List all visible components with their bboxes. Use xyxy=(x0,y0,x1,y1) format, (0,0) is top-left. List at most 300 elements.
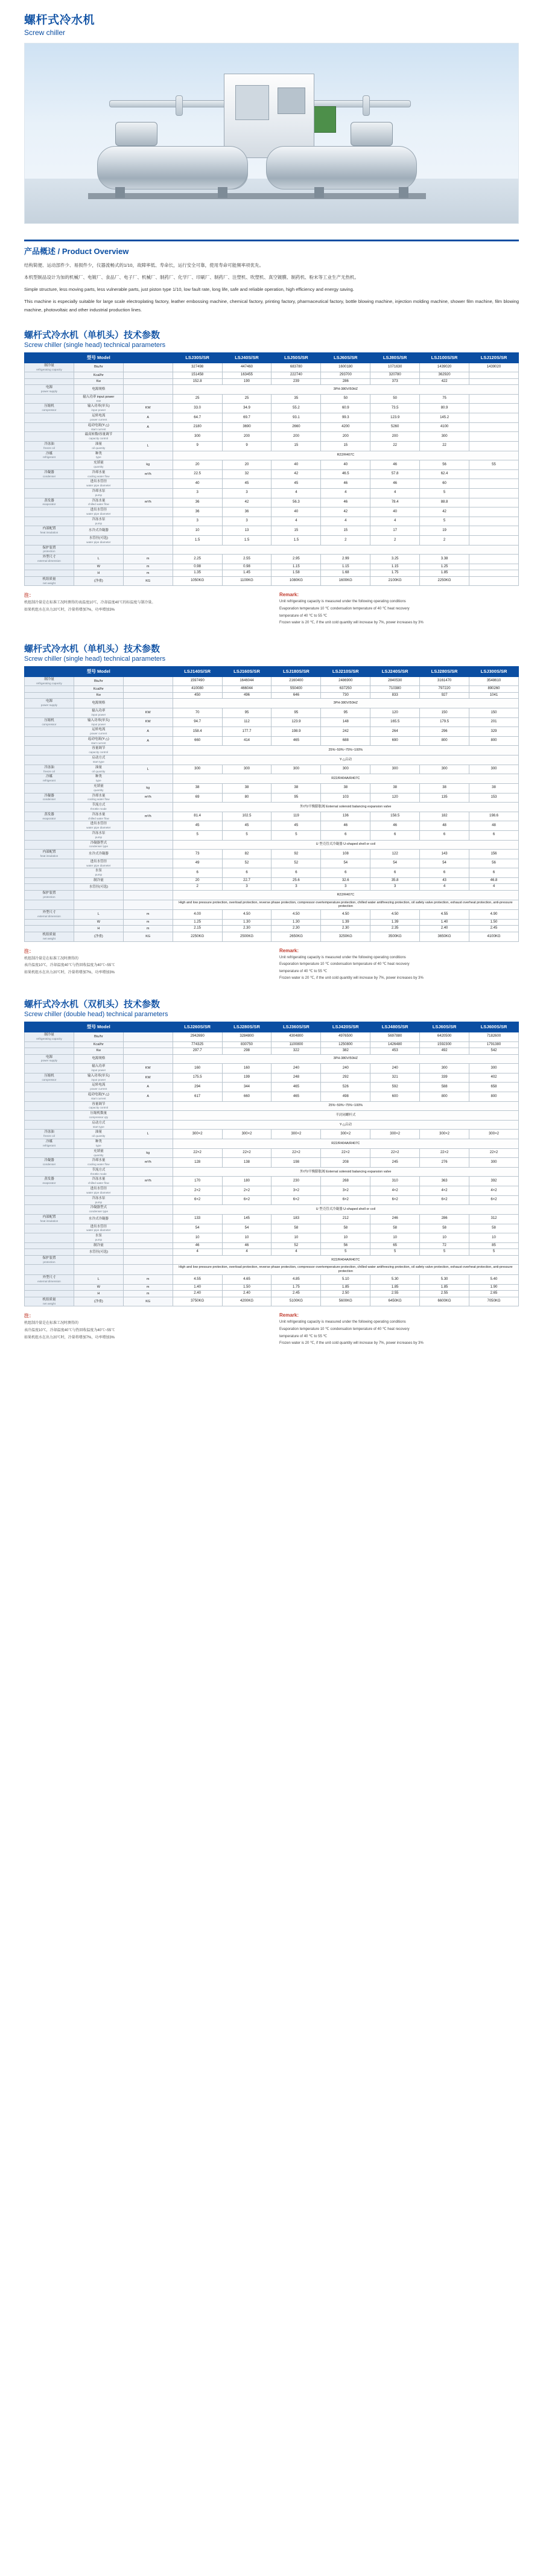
table-notes xyxy=(24,948,519,983)
row-unit xyxy=(123,676,173,686)
cell-value: 1.85 xyxy=(420,1284,469,1291)
row-item-label-cn: 运转电流 xyxy=(92,414,106,418)
row-item-label xyxy=(74,1092,123,1101)
row-item-label-cn: 输入功率 xyxy=(92,1064,106,1069)
row-item-label xyxy=(74,1073,123,1083)
row-group-label-cn: 冷冻油 xyxy=(44,442,54,446)
row-item-label-en: start current xyxy=(91,1096,106,1100)
table-row xyxy=(25,555,519,564)
row-unit xyxy=(123,830,173,840)
cell-value: 2×2 xyxy=(222,1186,272,1196)
row-item-label-cn: W xyxy=(97,920,100,924)
row-item-label-en: input power xyxy=(91,722,106,726)
row-group-label-cn: 冷媒 xyxy=(45,775,52,779)
cell-value: 112 xyxy=(222,717,272,727)
table-row xyxy=(25,1120,519,1130)
evaporator-vessel-left xyxy=(97,146,248,189)
row-group-label xyxy=(25,1158,74,1168)
row-group-label-en: protection xyxy=(43,1260,56,1264)
table-row xyxy=(25,699,519,708)
row-group-label-cn: 电源 xyxy=(45,699,52,704)
table-row xyxy=(25,422,519,432)
row-unit xyxy=(123,363,173,372)
cell-value xyxy=(469,394,519,404)
cell-value: 2 xyxy=(370,535,420,545)
table-row xyxy=(25,1275,519,1285)
cell-value: 5 xyxy=(370,1249,420,1256)
cell-value: 36 xyxy=(173,507,222,517)
table-row xyxy=(25,1195,519,1205)
cell-value: 38 xyxy=(272,783,321,793)
cell-value: 122 xyxy=(370,850,420,859)
row-group-label-cn: 机组质量 xyxy=(42,1297,56,1302)
row-unit: kg xyxy=(123,783,173,793)
cell-value: 58 xyxy=(420,1224,469,1233)
table-row xyxy=(25,793,519,803)
cell-value: 10 xyxy=(173,1233,222,1243)
cell-value: 3 xyxy=(370,884,420,891)
row-item-label-en: cooling water flow xyxy=(87,1163,110,1166)
cell-value: 40 xyxy=(272,460,321,470)
row-item-label xyxy=(74,526,123,536)
cell-value: 170 xyxy=(173,1177,222,1186)
row-unit xyxy=(123,868,173,878)
row-group-label xyxy=(25,555,74,564)
notes-cn xyxy=(24,592,264,627)
cell-value: 2 xyxy=(321,535,370,545)
cell-value: 2.55 xyxy=(222,555,272,564)
cell-value: 160 xyxy=(222,1064,272,1073)
row-group-label-cn: 制冷量 xyxy=(44,1032,54,1037)
row-item-label-cn: 充填量 xyxy=(94,784,104,788)
cell-value: 392 xyxy=(469,1177,519,1186)
cell-value: 300×2 xyxy=(272,1130,321,1139)
row-merged-value: U 型壳管式冷凝器 U-shaped shell or coil xyxy=(173,1205,518,1215)
cell-value: 3 xyxy=(173,488,222,498)
row-item-label-cn: 进出水管径 xyxy=(90,480,107,484)
cell-value: 833 xyxy=(370,692,420,699)
cell-value: 119 xyxy=(272,812,321,821)
row-group-label xyxy=(25,919,74,926)
cell-value: 158.4 xyxy=(173,727,222,737)
row-merged-value: 25%~50%~75%~100% xyxy=(173,746,518,755)
row-item-label-cn: 水冷式冷凝器 xyxy=(88,1216,109,1221)
cell-value: 2180 xyxy=(173,422,222,432)
row-unit: A xyxy=(123,422,173,432)
row-unit: m xyxy=(123,555,173,564)
row-item-label xyxy=(74,1233,123,1243)
cell-value: 1791380 xyxy=(469,1042,519,1048)
cell-value: 158.5 xyxy=(370,812,420,821)
row-item-label-cn: 水冷式冷凝器 xyxy=(88,529,109,533)
cell-value: 5100KG xyxy=(272,1297,321,1306)
table-notes xyxy=(24,592,519,627)
row-group-label-cn: 冷媒 xyxy=(45,451,52,456)
row-group-label-cn: 压缩机 xyxy=(44,1073,54,1078)
row-item-label-cn: 冷冻水量 xyxy=(92,1177,106,1181)
row-group-label-en: refrigerant xyxy=(42,779,56,783)
cell-value: 300 xyxy=(321,765,370,774)
table-row xyxy=(25,372,519,379)
cell-value xyxy=(469,479,519,489)
row-item-label xyxy=(74,363,123,372)
note-line: 机组制冷量是在标准工况时测得的表温度10℃，冷却温度40℃的标温度与制冷量。 xyxy=(24,601,156,605)
row-item-label-en: quantity xyxy=(94,465,104,468)
cell-value: 150 xyxy=(420,708,469,718)
cell-value: 57.8 xyxy=(370,469,420,479)
row-group-label xyxy=(25,736,74,746)
cell-value: 292 xyxy=(321,1073,370,1083)
table-row xyxy=(25,460,519,470)
row-unit xyxy=(123,1205,173,1215)
notes-cn-title: 注： xyxy=(24,593,34,599)
row-group-label xyxy=(25,1139,74,1149)
row-group-label xyxy=(25,422,74,432)
row-merged-value: 3PH-380V/50HZ xyxy=(173,1054,518,1064)
row-group-label-cn: 内部配置 xyxy=(42,527,56,531)
cell-value: 5.30 xyxy=(370,1275,420,1285)
row-group-label-en: freeze oil xyxy=(43,769,55,773)
cell-value: 6×2 xyxy=(173,1195,222,1205)
cell-value: 298 xyxy=(222,1048,272,1055)
cell-value: 22×2 xyxy=(321,1148,370,1158)
row-item-label-cn: 水管径(可选) xyxy=(89,885,108,889)
row-group-label-cn: 冷凝器 xyxy=(44,470,54,474)
cell-value: 212 xyxy=(321,1214,370,1224)
cell-value: 200 xyxy=(321,432,370,442)
row-unit: m xyxy=(123,919,173,926)
notes-cn-title: 注： xyxy=(24,1313,34,1319)
cell-value: 646 xyxy=(272,692,321,699)
cell-value: 4 xyxy=(272,517,321,526)
cell-value: 242 xyxy=(321,727,370,737)
cell-value: 10 xyxy=(321,1233,370,1243)
row-item-label xyxy=(74,1120,123,1130)
row-unit: m xyxy=(123,1275,173,1285)
cell-value: 1.25 xyxy=(173,919,222,926)
support-leg xyxy=(399,187,408,198)
table-row xyxy=(25,1111,519,1121)
notes-cn-title: 注： xyxy=(24,948,34,954)
cell-value: 3 xyxy=(222,488,272,498)
row-group-label-en: refrigerating capacity xyxy=(36,1037,62,1040)
row-item-label-cn: Kcal/hr xyxy=(93,1042,104,1046)
cell-value: 80.9 xyxy=(420,404,469,413)
cell-value: 40 xyxy=(321,460,370,470)
cell-value: 300 xyxy=(173,765,222,774)
cell-value: 3.38 xyxy=(420,555,469,564)
control-cabinet xyxy=(224,74,314,158)
row-item-label xyxy=(74,576,123,586)
row-item-label-cn: 冷却水量 xyxy=(92,470,106,474)
row-group-label xyxy=(25,676,74,686)
row-item-label xyxy=(74,507,123,517)
column-header-model-variant: LSJ300S/SR xyxy=(469,666,519,676)
cell-value: 56 xyxy=(321,1242,370,1249)
cell-value: 10 xyxy=(222,1233,272,1243)
row-group-label-en: protection xyxy=(43,550,56,553)
support-leg xyxy=(115,187,125,198)
row-merged-value: Y-△启动 xyxy=(173,755,518,765)
table-row xyxy=(25,1148,519,1158)
table-row xyxy=(25,812,519,821)
cell-value: 58 xyxy=(370,1224,420,1233)
row-item-label xyxy=(74,1186,123,1196)
cell-value: 49 xyxy=(173,859,222,868)
row-item-label-en: KW xyxy=(96,399,101,402)
row-item-label-cn: 进出水管径 xyxy=(90,1224,107,1229)
row-item-label-cn: 冷凝器型式 xyxy=(90,1206,107,1210)
cell-value: 300 xyxy=(420,765,469,774)
row-merged-value: U 型壳管式冷凝器 U-shaped shell or coil xyxy=(173,840,518,850)
cell-value: 95 xyxy=(272,708,321,718)
cell-value: 492 xyxy=(420,1048,469,1055)
row-item-label xyxy=(74,1111,123,1121)
note-line: Unit refrigerating capacity is measured under the following operating conditions xyxy=(279,1320,406,1325)
cell-value: 48 xyxy=(420,821,469,831)
row-item-label xyxy=(74,517,123,526)
row-item-label-cn: 输入功率(单头) xyxy=(87,1073,110,1078)
cell-value: 2.45 xyxy=(469,926,519,932)
cell-value: 183 xyxy=(272,1214,321,1224)
support-leg xyxy=(314,187,324,198)
cell-value: 1.15 xyxy=(321,564,370,570)
table-row xyxy=(25,570,519,577)
table-row xyxy=(25,686,519,693)
row-group-label-cn: 保护装置 xyxy=(42,1256,56,1260)
row-group-label xyxy=(25,372,74,379)
cell-value: 6×2 xyxy=(272,1195,321,1205)
row-group-label xyxy=(25,1224,74,1233)
cell-value: 1439020 xyxy=(469,363,519,372)
notes-en-body xyxy=(279,1320,519,1346)
cell-value: 6 xyxy=(469,830,519,840)
table-row xyxy=(25,1249,519,1256)
cell-value: 69 xyxy=(173,793,222,803)
cell-value: 6 xyxy=(420,830,469,840)
row-item-label xyxy=(74,1291,123,1297)
row-unit: A xyxy=(123,1092,173,1101)
row-item-label-en: power current xyxy=(90,418,107,421)
cell-value: 20 xyxy=(173,877,222,884)
cell-value: 163455 xyxy=(222,372,272,379)
cell-value: 2.40 xyxy=(173,1291,222,1297)
cell-value: 182 xyxy=(420,812,469,821)
cell-value: 151458 xyxy=(173,372,222,379)
row-item-label-en: input power xyxy=(91,713,106,716)
cell-value: 65 xyxy=(370,1242,420,1249)
row-group-label xyxy=(25,564,74,570)
overview-paragraph: Simple structure, less moving parts, less vulnerable parts, just piston type 1/10, low fault rate, long life, safe and reliable operation, high efficiency and energy saving. xyxy=(24,287,354,293)
cell-value: 46 xyxy=(321,479,370,489)
row-group-label xyxy=(25,1092,74,1101)
row-item-label xyxy=(74,1265,123,1275)
cell-value: 54 xyxy=(321,859,370,868)
row-item-label-en: capacity control xyxy=(89,437,109,440)
row-group-label xyxy=(25,1255,74,1265)
row-item-label-cn: Btu/hr xyxy=(94,365,103,369)
note-line: Evaporation temperature 10 ℃ condensation temperature of 40 ℃ heat recovery xyxy=(279,962,410,967)
cell-value: 201 xyxy=(469,717,519,727)
cell-value xyxy=(469,488,519,498)
table-row xyxy=(25,910,519,920)
table-row xyxy=(25,1291,519,1297)
table-row xyxy=(25,900,519,910)
cell-value: 276 xyxy=(420,1158,469,1168)
cell-value: 382 xyxy=(321,1048,370,1055)
cell-value: 245 xyxy=(370,1158,420,1168)
table-row xyxy=(25,1158,519,1168)
cell-value: 7182600 xyxy=(469,1032,519,1042)
row-item-label-cn: 冷冻水泵 xyxy=(92,831,106,835)
table-row xyxy=(25,479,519,489)
row-item-label-cn: 水泵 xyxy=(95,1234,102,1238)
cell-value: 1426480 xyxy=(370,1042,420,1048)
row-unit: m³/h xyxy=(123,498,173,507)
row-group-label xyxy=(25,692,74,699)
cell-value: 222740 xyxy=(272,372,321,379)
cell-value: 153 xyxy=(469,793,519,803)
cell-value: 150 xyxy=(469,708,519,718)
cell-value: 54 xyxy=(173,1224,222,1233)
cell-value: 2.65 xyxy=(469,1291,519,1297)
row-group-label-en: power supply xyxy=(40,1059,57,1063)
cell-value: 92 xyxy=(272,850,321,859)
row-unit: A xyxy=(123,736,173,746)
cell-value: 46 xyxy=(222,1242,272,1249)
cell-value: 2×2 xyxy=(173,1186,222,1196)
cell-value: 46 xyxy=(321,498,370,507)
table-row xyxy=(25,919,519,926)
cell-value: 3 xyxy=(222,517,272,526)
row-unit xyxy=(123,394,173,404)
cell-value: 2942690 xyxy=(173,1032,222,1042)
table-row xyxy=(25,363,519,372)
row-unit xyxy=(123,803,173,812)
cell-value: 246 xyxy=(370,1214,420,1224)
cell-value: 43 xyxy=(420,877,469,884)
row-item-label-en: start type xyxy=(92,760,104,763)
row-unit: m³/h xyxy=(123,793,173,803)
row-group-label xyxy=(25,1177,74,1186)
row-item-label-en: capacity control xyxy=(89,1106,109,1110)
row-group-label xyxy=(25,413,74,423)
cell-value: 4 xyxy=(370,517,420,526)
cell-value: 32 xyxy=(222,469,272,479)
cell-value: 660 xyxy=(222,1092,272,1101)
row-group-label-cn: 蒸发器 xyxy=(44,498,54,503)
cell-value: 4×2 xyxy=(370,1186,420,1196)
row-merged-value: 3PH-380V/50HZ xyxy=(173,699,518,708)
row-item-label-cn: 冷却水泵 xyxy=(92,489,106,493)
cell-value: 85 xyxy=(469,1242,519,1249)
note-line: Frozen water is 20 ℃, if the unit cold quantity will increase by 7%, power increases by 3% xyxy=(279,976,424,981)
row-group-label-en: evaporator xyxy=(42,503,56,506)
cell-value: 300×2 xyxy=(173,1130,222,1139)
cell-value: 4.00 xyxy=(173,910,222,920)
cell-value: 20 xyxy=(173,460,222,470)
notes-cn xyxy=(24,1312,264,1347)
row-group-label xyxy=(25,717,74,727)
row-item-label xyxy=(74,1224,123,1233)
column-header-model-variant: LSJ60S/SR xyxy=(321,352,370,363)
row-merged-value: R22/R407C xyxy=(173,451,518,460)
cell-value: 300 xyxy=(420,1064,469,1073)
table-row xyxy=(25,451,519,460)
row-group-label xyxy=(25,1032,74,1042)
row-unit xyxy=(123,686,173,693)
row-item-label xyxy=(74,378,123,385)
cell-value: 2.45 xyxy=(272,1291,321,1297)
row-item-label-cn: Kw xyxy=(96,693,101,698)
cell-value: 54 xyxy=(222,1224,272,1233)
cell-value: 38 xyxy=(173,783,222,793)
cell-value: 123.9 xyxy=(272,717,321,727)
cell-value: 2.95 xyxy=(272,555,321,564)
cell-value: 4 xyxy=(173,1249,222,1256)
cell-value: 6 xyxy=(469,868,519,878)
row-merged-value xyxy=(173,545,518,555)
row-item-label xyxy=(74,736,123,746)
row-item-label xyxy=(74,1064,123,1073)
cell-value: 3161470 xyxy=(420,676,469,686)
cell-value: 73 xyxy=(173,850,222,859)
cell-value: 6×2 xyxy=(469,1195,519,1205)
row-unit xyxy=(123,385,173,395)
notes-cn-body xyxy=(24,956,264,976)
cell-value: 5 xyxy=(469,1249,519,1256)
table-row xyxy=(25,932,519,941)
note-line: 表冷温度10℃，冷却温度40℃与热回收温度为40℃~55℃ xyxy=(24,964,115,968)
row-item-label xyxy=(74,717,123,727)
table-row xyxy=(25,736,519,746)
cell-value: 2500KG xyxy=(222,932,272,941)
cell-value: 50 xyxy=(321,394,370,404)
row-group-label xyxy=(25,526,74,536)
cell-value: 7050KG xyxy=(469,1297,519,1306)
row-group-label xyxy=(25,1111,74,1121)
row-item-label-cn: (净重) xyxy=(94,934,103,938)
row-item-label-cn: 冷冻水量 xyxy=(92,498,106,503)
cell-value: 1.40 xyxy=(173,1284,222,1291)
row-unit: KG xyxy=(123,576,173,586)
cell-value: 414 xyxy=(222,736,272,746)
cell-value: 4304800 xyxy=(272,1032,321,1042)
row-group-label xyxy=(25,910,74,920)
row-group-label xyxy=(25,1233,74,1243)
row-group-label xyxy=(25,498,74,507)
cell-value: 2.55 xyxy=(370,1291,420,1297)
cell-value: 6 xyxy=(272,868,321,878)
overview-heading: 产品概述 / Product Overview xyxy=(24,247,129,256)
cell-value: 35 xyxy=(272,394,321,404)
row-item-label xyxy=(74,535,123,545)
row-item-label-en: water pipe diameter xyxy=(86,1191,111,1194)
row-unit: m xyxy=(123,926,173,932)
notes-cn xyxy=(24,948,264,983)
row-item-label xyxy=(74,859,123,868)
cell-value: 688 xyxy=(321,736,370,746)
cell-value: 800 xyxy=(420,736,469,746)
cell-value xyxy=(469,378,519,385)
cell-value: 3 xyxy=(272,884,321,891)
table-row xyxy=(25,1092,519,1101)
row-group-label-en: compressor xyxy=(42,1078,57,1081)
row-unit xyxy=(123,517,173,526)
row-group-label xyxy=(25,699,74,708)
cell-value: 135 xyxy=(420,793,469,803)
row-group-label xyxy=(25,830,74,840)
